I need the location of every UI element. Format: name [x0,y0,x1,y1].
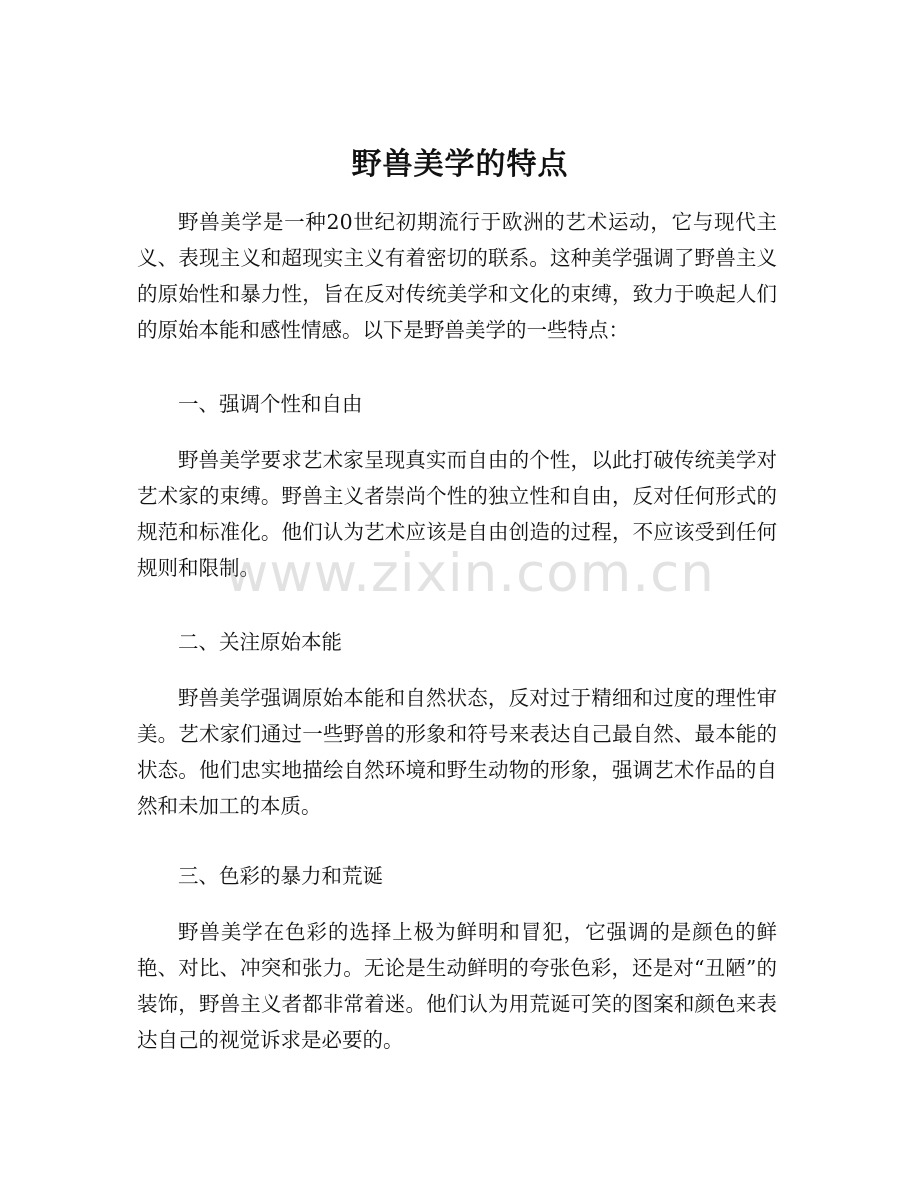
document-title: 野兽美学的特点 [351,147,569,182]
section-heading-3: 三、色彩的暴力和荒诞 [178,864,383,888]
section-body-3: 野兽美学在色彩的选择上极为鲜明和冒犯，它强调的是颜色的鲜艳、对比、冲突和张力。无论是生动鲜明的夸张色彩，还是对“丑陋”的装饰，野兽主义者都非常着迷。他们认为用荒诞可笑的图案和颜色来表达自己的视觉诉求是必要的。 [137,920,777,1052]
intro-paragraph: 野兽美学是一种20世纪初期流行于欧洲的艺术运动，它与现代主义、表现主义和超现实主义有着密切的联系。这种美学强调了野兽主义的原始性和暴力性，旨在反对传统美学和文化的束缚，致力于唤起人们的原始本能和感性情感。以下是野兽美学的一些特点： [137,210,777,342]
section-heading-2: 二、关注原始本能 [178,630,342,654]
section-body-2: 野兽美学强调原始本能和自然状态，反对过于精细和过度的理性审美。艺术家们通过一些野兽的形象和符号来表达自己最自然、最本能的状态。他们忠实地描绘自然环境和野生动物的形象，强调艺术作品的自然和未加工的本质。 [137,686,777,818]
section-body-1: 野兽美学要求艺术家呈现真实而自由的个性，以此打破传统美学对艺术家的束缚。野兽主义者崇尚个性的独立性和自由，反对任何形式的规范和标准化。他们认为艺术应该是自由创造的过程，不应该受到任何规则和限制。 [137,448,777,580]
section-heading-1: 一、强调个性和自由 [178,392,363,416]
watermark: www.zixin.com.cn [225,543,715,604]
